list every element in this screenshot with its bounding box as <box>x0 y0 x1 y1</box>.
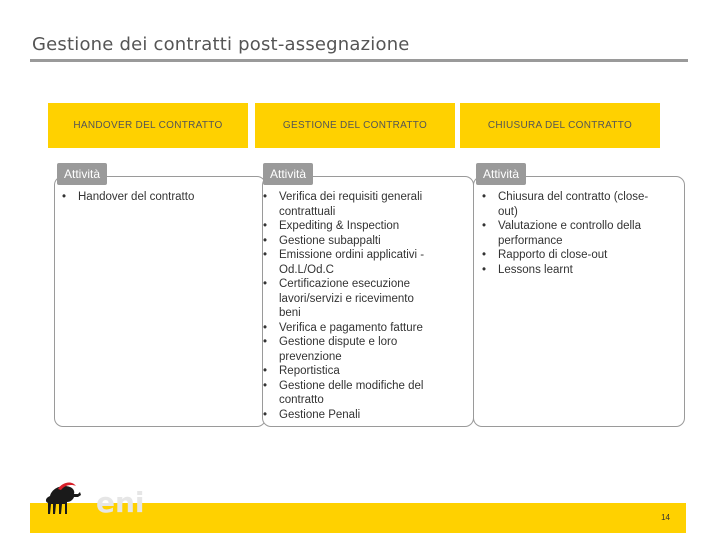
activity-tag-handover: Attività <box>57 163 107 185</box>
title-divider <box>30 59 688 62</box>
list-item: • Lessons learnt <box>482 263 573 276</box>
list-item: • Verifica dei requisiti generali contrattuali <box>263 191 423 218</box>
logo-wordmark: eni <box>96 486 145 519</box>
activity-list-gestione <box>263 190 438 422</box>
activity-tag-gestione: Attività <box>263 163 313 185</box>
list-item: • Expediting & Inspection <box>263 220 400 232</box>
list-item: • Gestione subappalti <box>263 234 381 247</box>
list-item: • Verifica e pagamento fatture <box>263 321 423 334</box>
list-item: • Rapporto di close-out <box>482 249 608 261</box>
activity-list-handover <box>62 190 252 205</box>
page-title: Gestione dei contratti post-assegnazione <box>32 34 410 55</box>
list-item: • Gestione dispute e loro prevenzione <box>263 336 398 363</box>
phase-header-handover: HANDOVER DEL CONTRATTO <box>48 103 248 148</box>
phase-header-chiusura: CHIUSURA DEL CONTRATTO <box>460 103 660 148</box>
list-item: • Gestione delle modifiche del contratto <box>263 379 424 406</box>
phase-header-gestione: GESTIONE DEL CONTRATTO <box>255 103 455 148</box>
activity-tag-chiusura: Attività <box>476 163 526 185</box>
list-item: • Emissione ordini applicativi - Od.L/Od.C <box>263 249 425 276</box>
page-number: 14 <box>661 513 670 522</box>
list-item: • Certificazione esecuzione lavori/servizi e ricevimento beni <box>263 278 414 319</box>
list-item: • Valutazione e controllo della performance <box>482 220 641 247</box>
six-legged-dog-icon <box>46 486 81 514</box>
list-item: • Handover del contratto <box>62 191 195 203</box>
activity-panel-handover <box>54 176 266 427</box>
list-item: • Reportistica <box>263 365 340 377</box>
eni-logo <box>40 478 150 522</box>
activity-list-chiusura <box>482 190 657 277</box>
list-item: • Gestione Penali <box>263 408 361 421</box>
list-item: • Chiusura del contratto (close-out) <box>482 191 649 218</box>
